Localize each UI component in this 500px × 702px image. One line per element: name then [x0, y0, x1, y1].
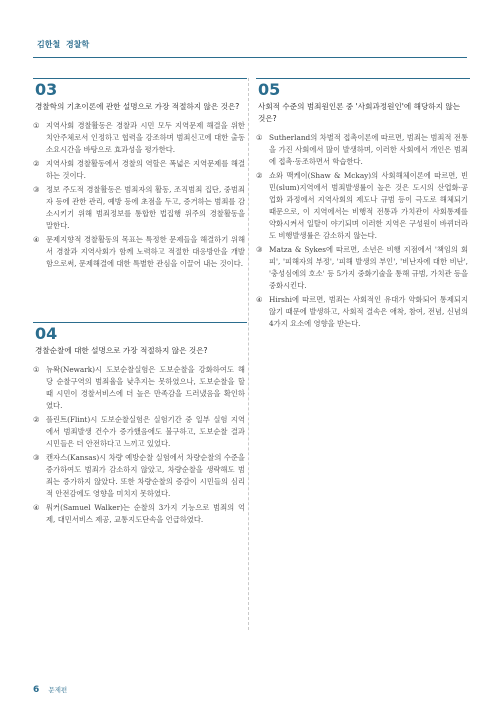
column-divider [248, 78, 249, 630]
option-1[interactable] [33, 364, 245, 412]
option-number: ④ [33, 235, 40, 244]
option-number: ① [256, 133, 263, 142]
option-text: 지역사회 경찰활동은 경찰과 시민 모두 지역문제 해결을 위한 치안주체로서 인정하고 협력을 강조하며 범죄신고에 대한 출동소요시간을 바탕으로 효과성을 평가한다. [46, 121, 245, 154]
option-3[interactable] [33, 452, 245, 500]
header-rule [33, 57, 467, 58]
option-2[interactable] [256, 170, 468, 242]
question-05 [256, 78, 468, 330]
author-name: 김한철 [37, 40, 61, 49]
option-number: ③ [33, 453, 40, 462]
page-footer [33, 677, 67, 696]
question-number: 05 [256, 78, 470, 99]
option-4[interactable] [33, 234, 245, 270]
option-number: ② [33, 415, 40, 424]
question-title: 경찰학의 기초이론에 관한 설명으로 가장 적절하지 않은 것은? [35, 102, 240, 111]
question-04 [33, 322, 245, 526]
option-text: 플린트(Flint)시 도보순찰실험은 실험기간 중 일부 실험 지역에서 범죄발생 건수가 증가했음에도 불구하고, 도보순찰 결과 시민들은 더 안전하다고 느끼고 있었다. [46, 415, 245, 448]
options-list [256, 132, 468, 330]
option-2[interactable] [33, 158, 245, 182]
option-1[interactable] [256, 132, 468, 168]
question-number: 03 [33, 78, 247, 99]
option-number: ② [256, 171, 263, 180]
page-label: 문제편 [48, 686, 68, 694]
subject-name: 경찰학 [65, 40, 90, 49]
question-number: 04 [33, 322, 247, 343]
running-head [37, 39, 89, 50]
option-4[interactable] [33, 502, 245, 526]
option-number: ② [33, 159, 40, 168]
option-text: 쇼와 맥케이(Shaw & Mckay)의 사회해체이론에 따르면, 빈민(slum)지역에서 범죄발생률이 높은 것은 도시의 산업화·공업화 과정에서 지역사회의 제도나 규범 등이 극도로 해체되기 때문으로, 이 지역에서는 비행적 전통과 가치관이 사회통제를 약화시켜서 일탈이 야기되며 이러한 지역은 구성원이 바뀌더라도 비행발생률은 감소하지 않는다. [269, 171, 468, 240]
page-number: 6 [33, 685, 40, 695]
options-list [33, 120, 245, 270]
option-text: 뉴왁(Newark)시 도보순찰실험은 도보순찰을 강화하여도 해당 순찰구역의 범죄율을 낮추지는 못하였으나, 도보순찰을 할 때 시민이 경찰서비스에 더 높은 만족감을 드러냈음을 확인하였다. [46, 365, 245, 410]
option-2[interactable] [33, 414, 245, 450]
question-title: 경찰순찰에 대한 설명으로 가장 적절하지 않은 것은? [35, 346, 208, 355]
question-03 [33, 78, 245, 270]
option-text: Sutherland의 차별적 접촉이론에 따르면, 범죄는 범죄적 전통을 가진 사회에서 많이 발생하며, 이러한 사회에서 개인은 범죄에 접촉·동조하면서 학습한다. [269, 133, 468, 166]
option-text: 워커(Samuel Walker)는 순찰의 3가지 기능으로 범죄의 억제, 대민서비스 제공, 교통지도단속을 언급하였다. [46, 503, 245, 524]
option-3[interactable] [256, 244, 468, 292]
option-number: ④ [33, 503, 40, 512]
option-text: Hirshi에 따르면, 범죄는 사회적인 유대가 약화되어 통제되지 않기 때문에 발생하고, 사회적 결속은 애착, 참여, 전념, 신념의 4가지 요소에 영향을 받는다. [269, 295, 468, 328]
right-column [256, 78, 468, 332]
option-3[interactable] [33, 184, 245, 232]
option-4[interactable] [256, 294, 468, 330]
page-header [0, 0, 500, 55]
option-number: ③ [256, 245, 263, 254]
option-number: ③ [33, 185, 40, 194]
option-text: 정보 주도적 경찰활동은 범죄자의 활동, 조직범죄 집단, 중범죄자 등에 관한 관리, 예방 등에 초점을 두고, 증거하는 범죄를 감소시키기 위해 범죄정보를 통합한 법집행 위주의 경찰활동을 말한다. [46, 185, 245, 230]
option-text: Matza & Sykes에 따르면, 소년은 비행 지점에서 '책임의 회피', '피해자의 부정', '피해 발생의 부인', '비난자에 대한 비난', '충성심에의 호소' 등 5가지 중화기술을 통해 규범, 가치관 등을 중화시킨다. [269, 245, 468, 290]
option-text: 지역사회 경찰활동에서 경찰의 역할은 폭넓은 지역문제를 해결하는 것이다. [46, 159, 245, 180]
option-number: ① [33, 121, 40, 130]
option-1[interactable] [33, 120, 245, 156]
left-column [33, 78, 245, 528]
options-list [33, 364, 245, 526]
option-number: ① [33, 365, 40, 374]
option-text: 캔자스(Kansas)시 차량 예방순찰 실험에서 차량순찰의 수준을 증가하여도 범죄가 감소하지 않았고, 차량순찰을 생략해도 범죄는 증가하지 않았다. 또한 차량순찰의 증감이 시민들의 심리적 안전감에도 영향을 미치지 못하였다. [46, 453, 245, 498]
option-text: 문제지향적 경찰활동의 목표는 특정한 문제들을 해결하기 위해서 경찰과 지역사회가 함께 노력하고 적절한 대응방안을 개발함으로써, 문제해결에 대한 특별한 관심을 이끌어 내는 것이다. [46, 235, 245, 268]
question-title: 사회적 수준의 범죄원인론 중 '사회과정원인'에 해당하지 않는 것은? [258, 102, 461, 123]
option-number: ④ [256, 295, 263, 304]
